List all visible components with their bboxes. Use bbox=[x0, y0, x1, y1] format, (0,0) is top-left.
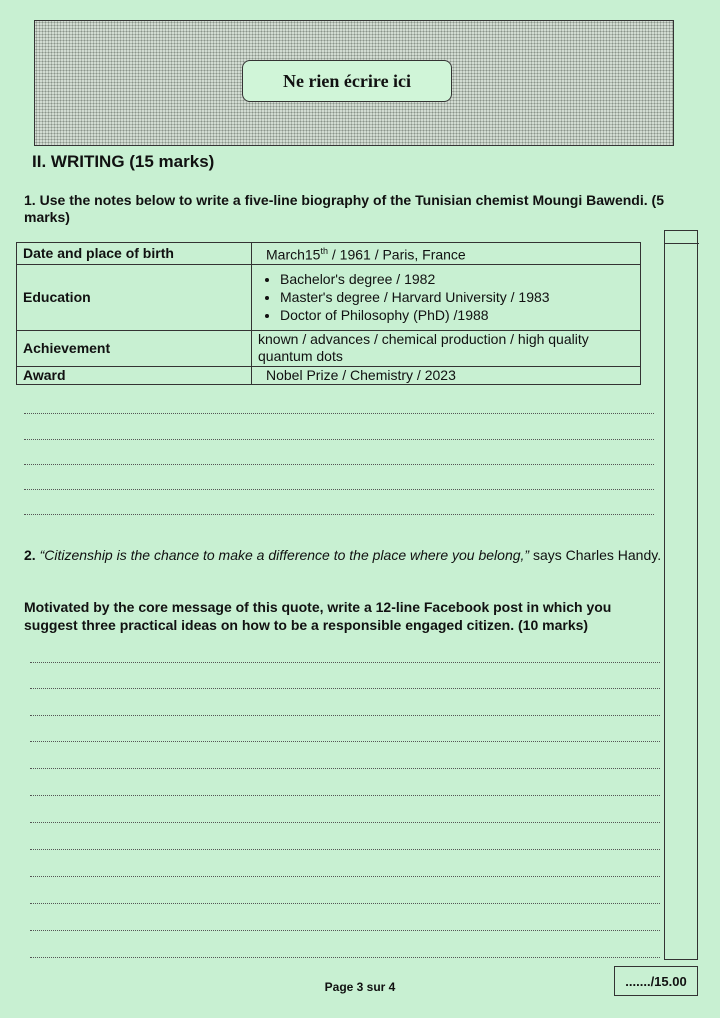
answer-line[interactable] bbox=[30, 849, 660, 850]
answer-line[interactable] bbox=[30, 903, 660, 904]
answer-line[interactable] bbox=[30, 662, 660, 663]
answer-line[interactable] bbox=[30, 930, 660, 931]
education-item: • Bachelor's degree / 1982 bbox=[280, 270, 634, 288]
answer-line[interactable] bbox=[30, 768, 660, 769]
education-item: • Master's degree / Harvard University / 1983 bbox=[280, 288, 634, 306]
marking-margin-column bbox=[664, 230, 698, 960]
birth-month: March15 bbox=[266, 246, 321, 263]
quote-attribution: says Charles Handy. bbox=[529, 547, 662, 563]
education-list bbox=[258, 270, 634, 324]
question-1-prompt: 1. Use the notes below to write a five-line biography of the Tunisian chemist Moungi Bawendi. (5 marks) bbox=[24, 192, 664, 225]
answer-line[interactable] bbox=[24, 413, 654, 414]
answer-line[interactable] bbox=[30, 795, 660, 796]
table-row-birth bbox=[17, 243, 641, 265]
question-2-task: Motivated by the core message of this quote, write a 12-line Facebook post in which you suggest three practical ideas on how to be a responsible engaged citizen. (10 marks) bbox=[24, 599, 612, 633]
answer-line[interactable] bbox=[30, 715, 660, 716]
section-title: II. WRITING (15 marks) bbox=[32, 152, 215, 171]
award-value: Nobel Prize / Chemistry / 2023 bbox=[252, 366, 641, 384]
score-text: ......./15.00 bbox=[625, 973, 687, 989]
question-2-quote bbox=[24, 546, 664, 564]
biography-notes-table bbox=[16, 242, 641, 385]
answer-line[interactable] bbox=[24, 439, 654, 440]
no-write-text: Ne rien écrire ici bbox=[282, 70, 412, 91]
birth-sup: th bbox=[320, 246, 328, 256]
education-value bbox=[252, 264, 641, 330]
answer-line[interactable] bbox=[30, 688, 660, 689]
answer-line[interactable] bbox=[24, 464, 654, 465]
answer-line[interactable] bbox=[30, 822, 660, 823]
answer-line[interactable] bbox=[24, 489, 654, 490]
birth-value bbox=[252, 243, 641, 265]
answer-line[interactable] bbox=[30, 741, 660, 742]
page-number: Page 3 sur 4 bbox=[324, 980, 396, 994]
achievement-value: known / advances / chemical production / high quality quantum dots bbox=[252, 330, 641, 366]
answer-line[interactable] bbox=[30, 876, 660, 877]
education-item: • Doctor of Philosophy (PhD) /1988 bbox=[280, 306, 634, 324]
education-label: Education bbox=[17, 264, 252, 330]
award-label: Award bbox=[17, 366, 252, 384]
achievement-label: Achievement bbox=[17, 330, 252, 366]
table-row-education bbox=[17, 264, 641, 330]
quote-text: “Citizenship is the chance to make a difference to the place where you belong,” bbox=[39, 547, 530, 563]
no-write-label bbox=[242, 60, 452, 102]
birth-label: Date and place of birth bbox=[17, 243, 252, 265]
answer-line[interactable] bbox=[30, 957, 660, 958]
birth-rest: / 1961 / Paris, France bbox=[327, 246, 466, 263]
table-row-award bbox=[17, 366, 641, 384]
answer-line[interactable] bbox=[24, 514, 654, 515]
question-2-number: 2. bbox=[24, 547, 36, 563]
score-box bbox=[614, 966, 698, 996]
table-row-achievement bbox=[17, 330, 641, 366]
margin-divider bbox=[665, 243, 699, 244]
